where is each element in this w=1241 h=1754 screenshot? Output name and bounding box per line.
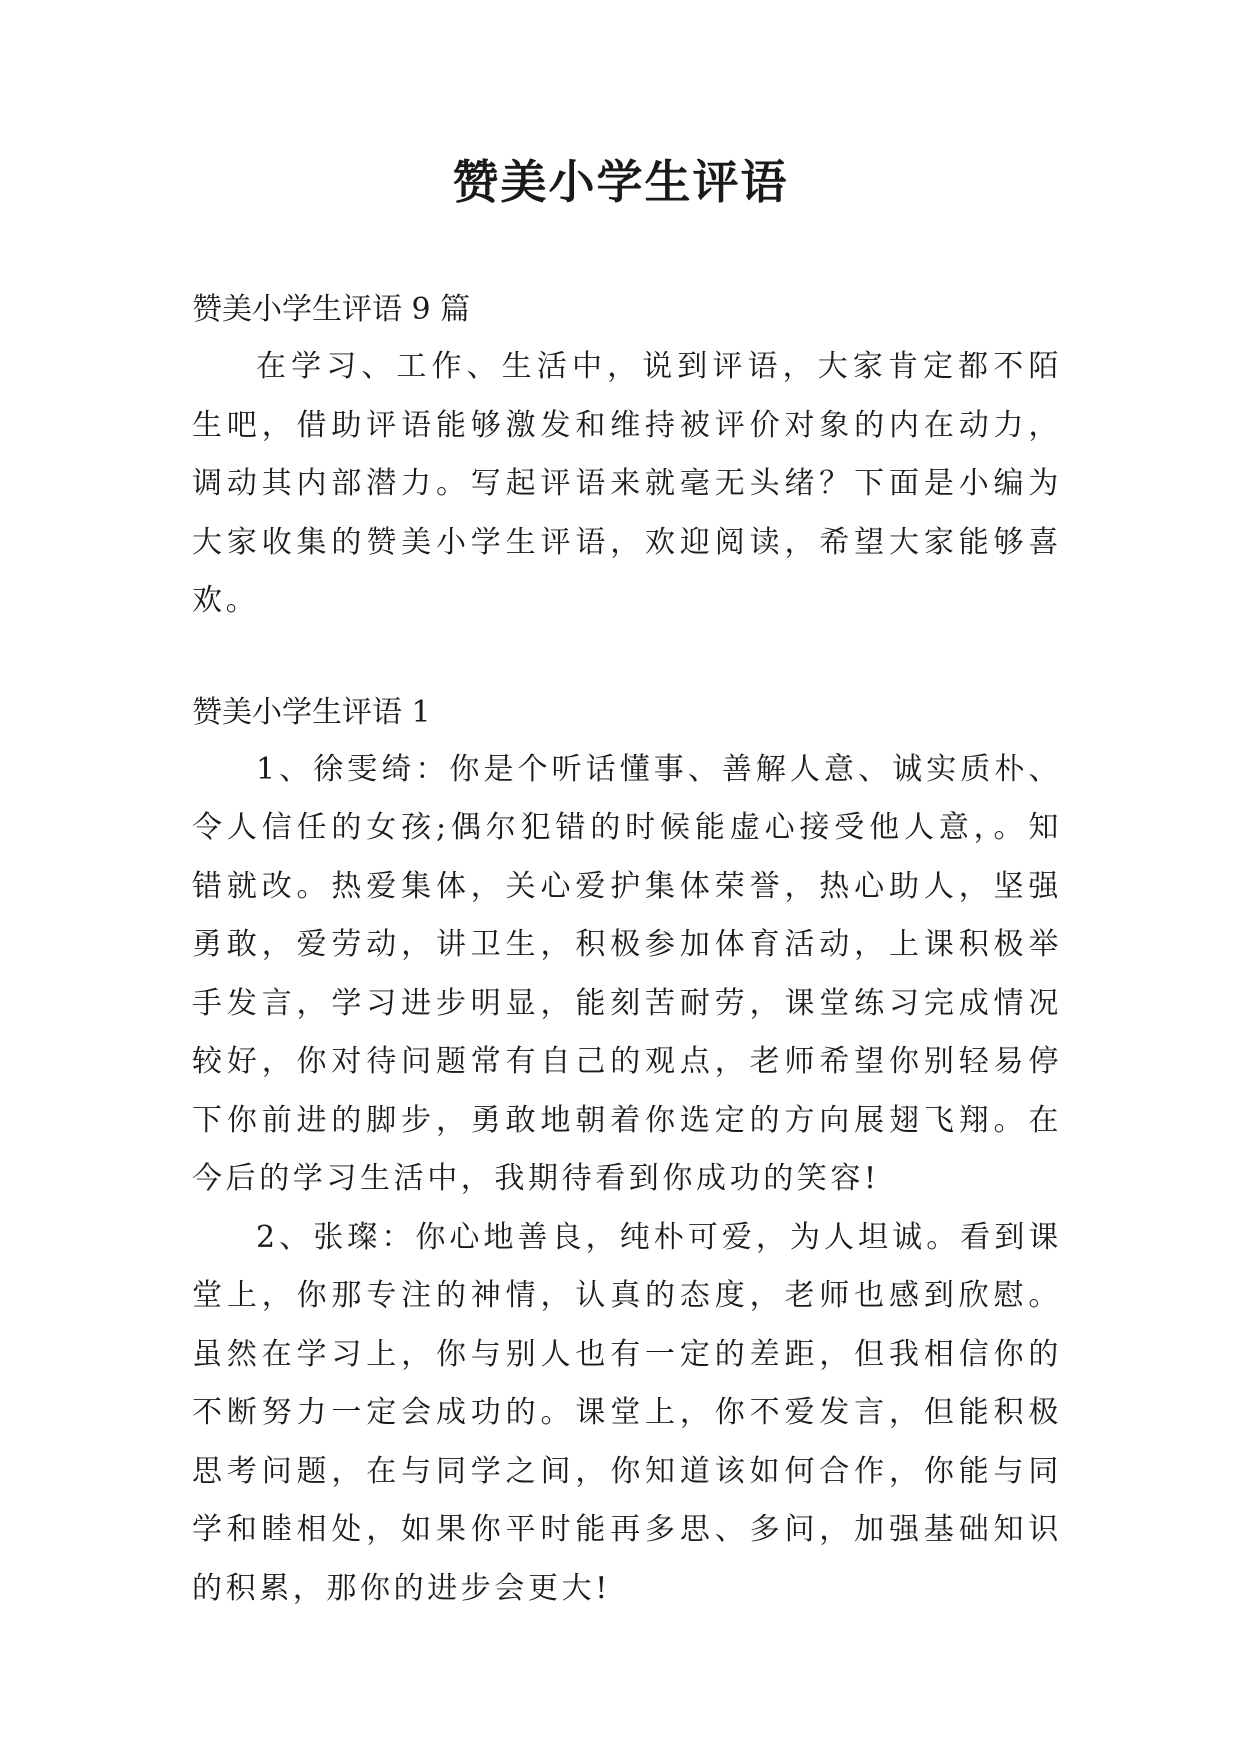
intro-paragraph: 在学习、工作、生活中，说到评语，大家肯定都不陌生吧，借助评语能够激发和维持被评价对象的内在动力，调动其内部潜力。写起评语来就毫无头绪？下面是小编为大家收集的赞美小学生评语，欢迎阅读，希望大家能够喜欢。 bbox=[192, 349, 1062, 618]
comment-item-2: 2、张璨：你心地善良，纯朴可爱，为人坦诚。看到课堂上，你那专注的神情，认真的态度，老师也感到欣慰。虽然在学习上，你与别人也有一定的差距，但我相信你的不断努力一定会成功的。课堂上，你不爱发言，但能积极思考问题，在与同学之间，你知道该如何合作，你能与同学和睦相处，如果你平时能再多思、多问，加强基础知识的积累，那你的进步会更大! bbox=[192, 1219, 1062, 1606]
intro-heading: 赞美小学生评语 9 篇 bbox=[192, 292, 471, 327]
section-spacer bbox=[192, 631, 1062, 685]
document-body bbox=[192, 282, 1062, 1618]
comment-item-1: 1、徐雯绮：你是个听话懂事、善解人意、诚实质朴、令人信任的女孩;偶尔犯错的时候能虚心接受他人意，。知错就改。热爱集体，关心爱护集体荣誉，热心助人，坚强勇敢，爱劳动，讲卫生，积极参加体育活动，上课积极举手发言，学习进步明显，能刻苦耐劳，课堂练习完成情况较好，你对待问题常有自己的观点，老师希望你别轻易停下你前进的脚步，勇敢地朝着你选定的方向展翅飞翔。在今后的学习生活中，我期待看到你成功的笑容! bbox=[192, 751, 1062, 1196]
document-title: 赞美小学生评语 bbox=[452, 155, 789, 209]
section-heading: 赞美小学生评语 1 bbox=[192, 694, 431, 730]
